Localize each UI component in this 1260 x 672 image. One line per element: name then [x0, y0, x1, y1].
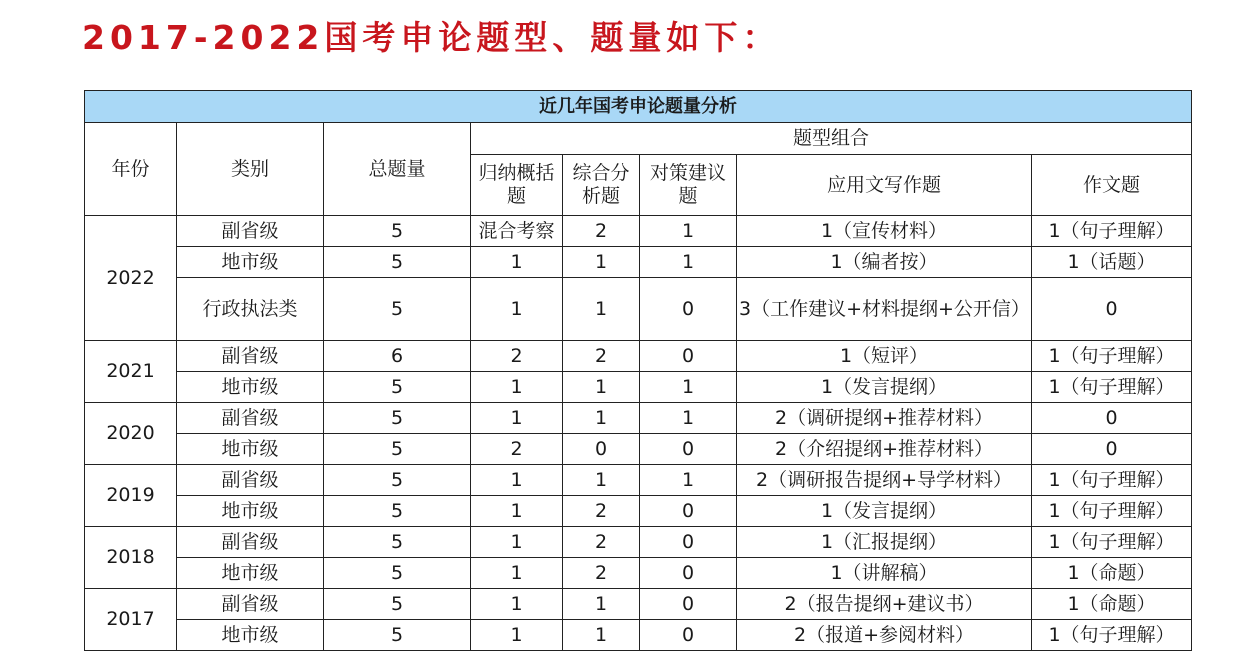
summary-cell: 1: [471, 403, 563, 434]
essay-cell: 0: [1032, 278, 1192, 341]
analysis-cell: 2: [563, 341, 640, 372]
summary-cell: 混合考察: [471, 216, 563, 247]
analysis-table: [84, 90, 1192, 651]
year-cell: 2020: [85, 403, 177, 465]
category-cell: 副省级: [177, 341, 324, 372]
summary-cell: 1: [471, 620, 563, 651]
total-cell: 5: [324, 527, 471, 558]
category-cell: 副省级: [177, 589, 324, 620]
header-year: 年份: [85, 123, 177, 216]
countermeasure-cell: 0: [640, 620, 737, 651]
header-category: 类别: [177, 123, 324, 216]
year-cell: 2022: [85, 216, 177, 341]
countermeasure-cell: 1: [640, 216, 737, 247]
summary-cell: 1: [471, 527, 563, 558]
category-cell: 地市级: [177, 558, 324, 589]
countermeasure-cell: 1: [640, 372, 737, 403]
practical-writing-cell: 1（宣传材料）: [737, 216, 1032, 247]
summary-cell: 1: [471, 465, 563, 496]
countermeasure-cell: 0: [640, 558, 737, 589]
countermeasure-cell: 1: [640, 247, 737, 278]
essay-cell: 1（句子理解）: [1032, 496, 1192, 527]
total-cell: 5: [324, 620, 471, 651]
essay-cell: 1（命题）: [1032, 589, 1192, 620]
practical-writing-cell: 1（编者按）: [737, 247, 1032, 278]
practical-writing-cell: 2（介绍提纲+推荐材料）: [737, 434, 1032, 465]
table-row: [85, 589, 1192, 620]
essay-cell: 1（句子理解）: [1032, 620, 1192, 651]
category-cell: 行政执法类: [177, 278, 324, 341]
header-practical-writing: 应用文写作题: [737, 155, 1032, 216]
countermeasure-cell: 1: [640, 465, 737, 496]
analysis-cell: 1: [563, 278, 640, 341]
table-row: [85, 558, 1192, 589]
category-cell: 地市级: [177, 620, 324, 651]
analysis-cell: 1: [563, 589, 640, 620]
table-row: [85, 434, 1192, 465]
practical-writing-cell: 3（工作建议+材料提纲+公开信）: [737, 278, 1032, 341]
total-cell: 5: [324, 496, 471, 527]
essay-cell: 1（话题）: [1032, 247, 1192, 278]
essay-cell: 1（句子理解）: [1032, 372, 1192, 403]
category-cell: 地市级: [177, 496, 324, 527]
practical-writing-cell: 1（发言提纲）: [737, 496, 1032, 527]
category-cell: 副省级: [177, 465, 324, 496]
header-type-group: 题型组合: [471, 123, 1192, 155]
total-cell: 5: [324, 403, 471, 434]
category-cell: 地市级: [177, 434, 324, 465]
essay-cell: 1（句子理解）: [1032, 216, 1192, 247]
essay-cell: 1（命题）: [1032, 558, 1192, 589]
practical-writing-cell: 2（报告提纲+建议书）: [737, 589, 1032, 620]
summary-cell: 1: [471, 247, 563, 278]
summary-cell: 1: [471, 496, 563, 527]
practical-writing-cell: 1（讲解稿）: [737, 558, 1032, 589]
summary-cell: 1: [471, 278, 563, 341]
summary-cell: 2: [471, 341, 563, 372]
table-caption: 近几年国考申论题量分析: [85, 91, 1192, 123]
table-row: [85, 341, 1192, 372]
countermeasure-cell: 0: [640, 434, 737, 465]
summary-cell: 1: [471, 372, 563, 403]
summary-cell: 1: [471, 558, 563, 589]
total-cell: 5: [324, 278, 471, 341]
category-cell: 地市级: [177, 247, 324, 278]
total-cell: 5: [324, 589, 471, 620]
table-row: [85, 465, 1192, 496]
practical-writing-cell: 1（汇报提纲）: [737, 527, 1032, 558]
table-row: [85, 372, 1192, 403]
practical-writing-cell: 2（报道+参阅材料）: [737, 620, 1032, 651]
countermeasure-cell: 0: [640, 589, 737, 620]
total-cell: 5: [324, 465, 471, 496]
total-cell: 6: [324, 341, 471, 372]
header-summary: 归纳概括题: [471, 155, 563, 216]
year-cell: 2019: [85, 465, 177, 527]
table-row: [85, 247, 1192, 278]
analysis-cell: 1: [563, 403, 640, 434]
analysis-cell: 2: [563, 558, 640, 589]
analysis-cell: 2: [563, 527, 640, 558]
category-cell: 副省级: [177, 216, 324, 247]
total-cell: 5: [324, 434, 471, 465]
category-cell: 地市级: [177, 372, 324, 403]
total-cell: 5: [324, 558, 471, 589]
practical-writing-cell: 2（调研提纲+推荐材料）: [737, 403, 1032, 434]
essay-cell: 1（句子理解）: [1032, 465, 1192, 496]
analysis-cell: 2: [563, 216, 640, 247]
total-cell: 5: [324, 216, 471, 247]
category-cell: 副省级: [177, 527, 324, 558]
summary-cell: 1: [471, 589, 563, 620]
header-essay: 作文题: [1032, 155, 1192, 216]
summary-cell: 2: [471, 434, 563, 465]
analysis-cell: 1: [563, 465, 640, 496]
countermeasure-cell: 0: [640, 278, 737, 341]
analysis-cell: 1: [563, 247, 640, 278]
countermeasure-cell: 1: [640, 403, 737, 434]
header-analysis: 综合分析题: [563, 155, 640, 216]
year-cell: 2021: [85, 341, 177, 403]
header-countermeasure: 对策建议题: [640, 155, 737, 216]
table-row: [85, 216, 1192, 247]
table-body: [85, 216, 1192, 651]
table-row: [85, 278, 1192, 341]
analysis-cell: 1: [563, 620, 640, 651]
countermeasure-cell: 0: [640, 341, 737, 372]
analysis-cell: 2: [563, 496, 640, 527]
practical-writing-cell: 1（发言提纲）: [737, 372, 1032, 403]
total-cell: 5: [324, 372, 471, 403]
practical-writing-cell: 1（短评）: [737, 341, 1032, 372]
essay-cell: 1（句子理解）: [1032, 341, 1192, 372]
table-row: [85, 527, 1192, 558]
page-title: 2017-2022国考申论题型、题量如下：: [82, 18, 781, 57]
table-row: [85, 496, 1192, 527]
category-cell: 副省级: [177, 403, 324, 434]
analysis-cell: 0: [563, 434, 640, 465]
table-row: [85, 620, 1192, 651]
analysis-cell: 1: [563, 372, 640, 403]
countermeasure-cell: 0: [640, 496, 737, 527]
essay-cell: 1（句子理解）: [1032, 527, 1192, 558]
year-cell: 2018: [85, 527, 177, 589]
table-row: [85, 403, 1192, 434]
header-total: 总题量: [324, 123, 471, 216]
year-cell: 2017: [85, 589, 177, 651]
total-cell: 5: [324, 247, 471, 278]
countermeasure-cell: 0: [640, 527, 737, 558]
practical-writing-cell: 2（调研报告提纲+导学材料）: [737, 465, 1032, 496]
essay-cell: 0: [1032, 434, 1192, 465]
essay-cell: 0: [1032, 403, 1192, 434]
